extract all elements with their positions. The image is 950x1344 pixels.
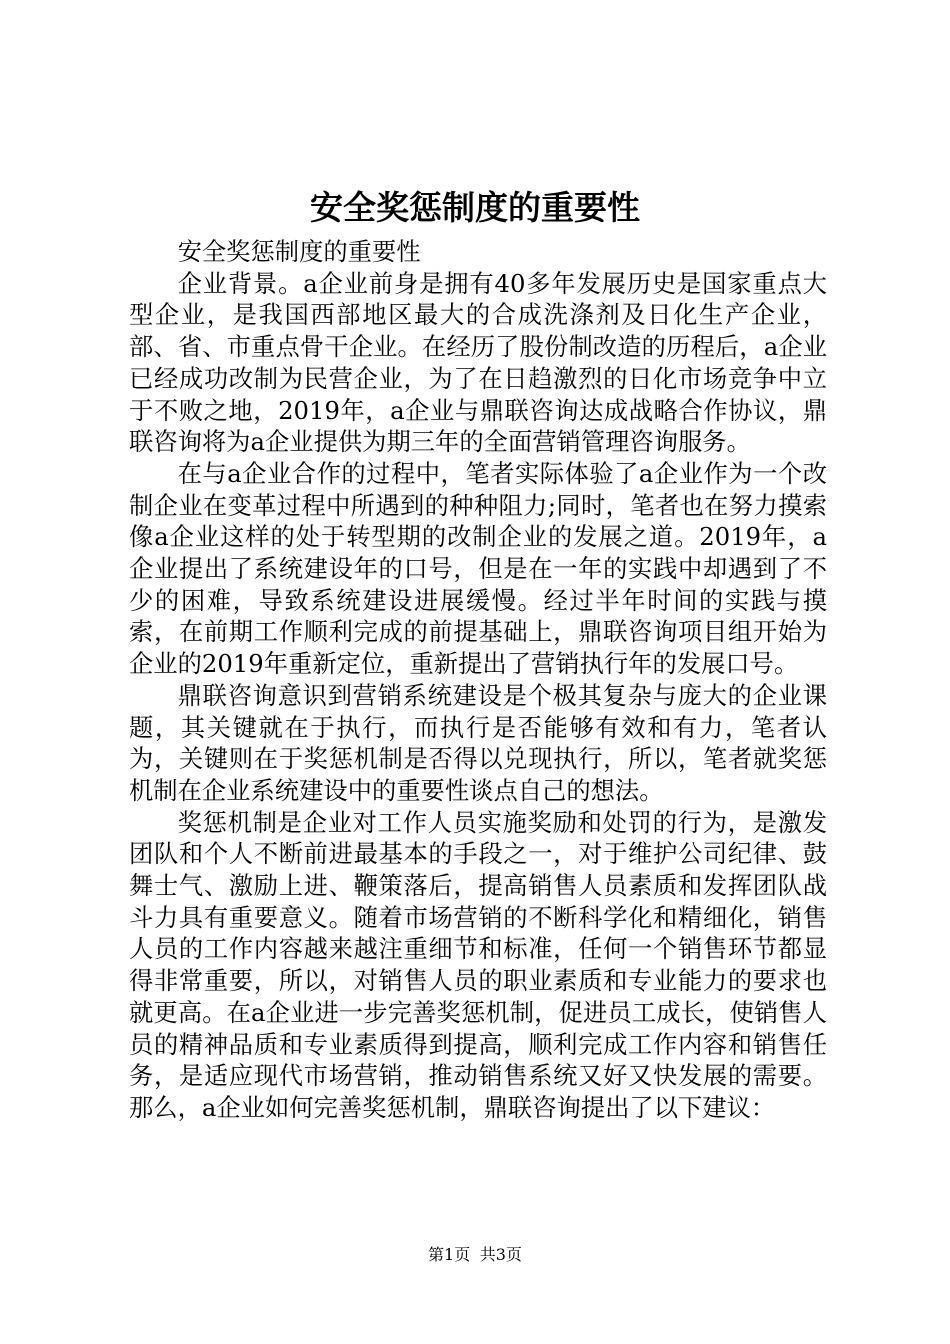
- page-footer: [0, 1244, 950, 1266]
- paragraph-cooperation: 在与a企业合作的过程中，笔者实际体验了a企业作为一个改制企业在变革过程中所遇到的种种阻力;同时，笔者也在努力摸索像a企业这样的处于转型期的改制企业的发展之道。2019年，a企业提出了系统建设年的口号，但是在一年的实践中却遇到了不少的困难，导致系统建设进展缓慢。经过半年时间的实践与摸索，在前期工作顺利完成的前提基础上，鼎联咨询项目组开始为企业的2019年重新定位，重新提出了营销执行年的发展口号。: [129, 458, 827, 679]
- document-body: [129, 236, 827, 1124]
- paragraph-background: 企业背景。a企业前身是拥有40多年发展历史是国家重点大型企业，是我国西部地区最大的合成洗涤剂及日化生产企业，部、省、市重点骨干企业。在经历了股份制改造的历程后，a企业已经成功改制为民营企业，为了在日趋激烈的日化市场竞争中立于不败之地，2019年，a企业与鼎联咨询达成战略合作协议，鼎联咨询将为a企业提供为期三年的全面营销管理咨询服务。: [129, 268, 827, 457]
- paragraph-execution: 鼎联咨询意识到营销系统建设是个极其复杂与庞大的企业课题，其关键就在于执行，而执行是否能够有效和有力，笔者认为，关键则在于奖惩机制是否得以兑现执行，所以，笔者就奖惩机制在企业系统建设中的重要性谈点自己的想法。: [129, 680, 827, 805]
- paragraph-incentive-mechanism: 奖惩机制是企业对工作人员实施奖励和处罚的行为，是激发团队和个人不断前进最基本的手段之一，对于维护公司纪律、鼓舞士气、激励上进、鞭策落后，提高销售人员素质和发挥团队战斗力具有重要意义。随着市场营销的不断科学化和精细化，销售人员的工作内容越来越注重细节和标准，任何一个销售环节都显得非常重要，所以，对销售人员的职业素质和专业能力的要求也就更高。在a企业进一步完善奖惩机制，促进员工成长，使销售人员的精神品质和专业素质得到提高，顺利完成工作内容和销售任务，是适应现代市场营销，推动销售系统又好又快发展的需要。那么，a企业如何完善奖惩机制，鼎联咨询提出了以下建议：: [129, 807, 827, 1122]
- page-number: 第1页: [428, 1245, 471, 1264]
- paragraph-subtitle: 安全奖惩制度的重要性: [177, 237, 421, 266]
- page-total: 共3页: [479, 1245, 522, 1264]
- document-title: 安全奖惩制度的重要性: [310, 188, 640, 227]
